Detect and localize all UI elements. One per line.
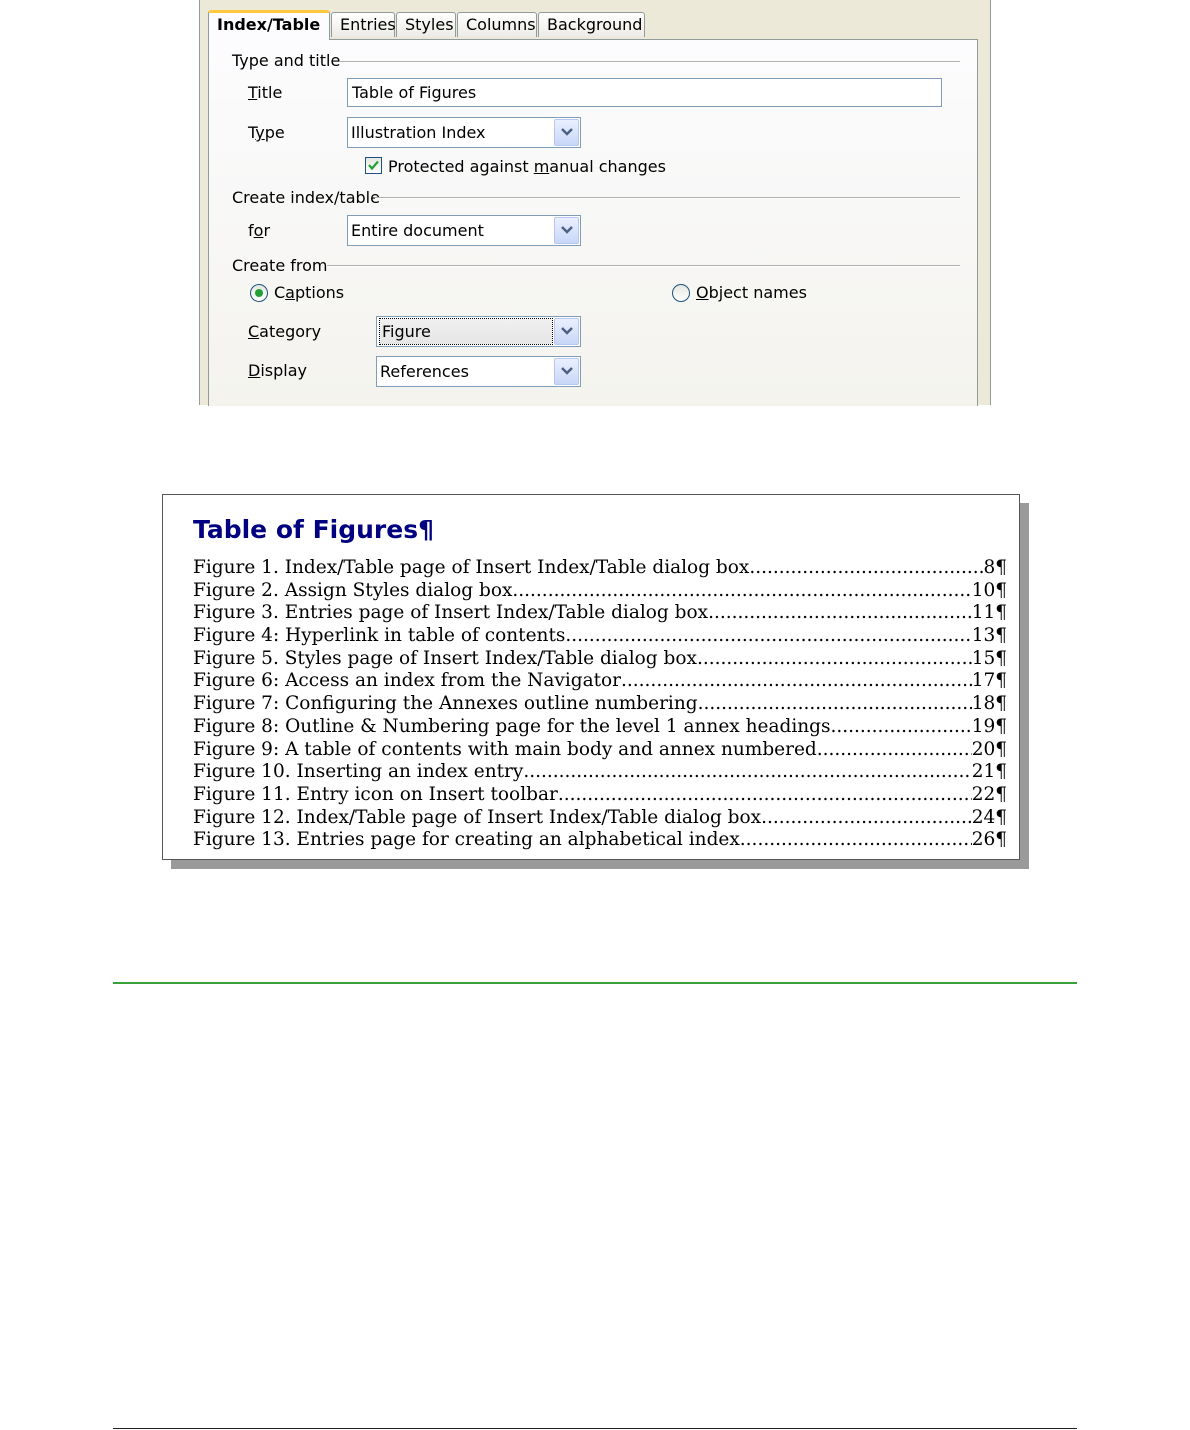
section-create-from: Create from [232,256,328,275]
object-names-radio[interactable] [672,284,690,302]
type-label: Type [248,123,285,142]
list-item: Figure 1. Index/Table page of Insert Index/Table dialog box ..... 8¶ [193,557,1007,580]
section-divider [327,265,960,267]
list-item: Figure 6: Access an index from the Navigator ..... 17¶ [193,670,1007,693]
category-value: Figure [380,319,552,344]
display-label: Display [248,361,307,380]
chevron-down-icon [561,367,573,376]
title-input[interactable]: Table of Figures [347,78,942,107]
display-value: References [380,362,469,381]
protected-checkbox[interactable] [365,157,382,174]
tof-title: Table of Figures¶ [193,515,434,544]
chevron-down-icon [561,128,573,137]
dropdown-button[interactable] [554,217,579,244]
captions-label: Captions [274,283,345,302]
section-divider [340,61,960,63]
tab-columns[interactable]: Columns [457,12,537,37]
chevron-down-icon [561,226,573,235]
section-type-and-title: Type and title [232,51,341,70]
tof-list [193,557,1007,852]
list-item: Figure 13. Entries page for creating an alphabetical index ..... 26¶ [193,829,1007,852]
tab-entries[interactable]: Entries [331,12,395,37]
tab-styles[interactable]: Styles [396,12,456,37]
section-divider [375,197,960,199]
category-dropdown[interactable] [376,316,581,347]
type-dropdown[interactable] [347,117,581,148]
tab-index-table[interactable]: Index/Table [208,10,330,40]
list-item: Figure 9: A table of contents with main body and annex numbered ..... 20¶ [193,739,1007,762]
footer-rule [113,1428,1077,1429]
table-of-figures-sample [162,494,1020,860]
list-item: Figure 8: Outline & Numbering page for the level 1 annex headings ..... 19¶ [193,716,1007,739]
chevron-down-icon [561,327,573,336]
list-item: Figure 7: Configuring the Annexes outline numbering ..... 18¶ [193,693,1007,716]
display-dropdown[interactable] [376,356,581,387]
tab-panel [208,39,978,406]
section-rule [113,982,1077,984]
list-item: Figure 10. Inserting an index entry ..... 21¶ [193,761,1007,784]
list-item: Figure 11. Entry icon on Insert toolbar ..... 22¶ [193,784,1007,807]
object-names-label: Object names [696,283,807,302]
insert-index-dialog [199,0,991,405]
radio-selected-dot [255,289,263,297]
tab-background[interactable]: Background [538,12,645,37]
type-value: Illustration Index [351,123,486,142]
dropdown-button[interactable] [554,318,579,345]
list-item: Figure 5. Styles page of Insert Index/Table dialog box ..... 15¶ [193,648,1007,671]
dropdown-button[interactable] [554,358,579,385]
list-item: Figure 3. Entries page of Insert Index/Table dialog box ..... 11¶ [193,602,1007,625]
list-item: Figure 4: Hyperlink in table of contents ..... 13¶ [193,625,1007,648]
protected-label: Protected against manual changes [388,157,666,176]
captions-radio[interactable] [250,284,268,302]
for-dropdown[interactable] [347,215,581,246]
list-item: Figure 12. Index/Table page of Insert Index/Table dialog box ..... 24¶ [193,807,1007,830]
category-label: Category [248,322,322,341]
for-value: Entire document [351,221,484,240]
list-item: Figure 2. Assign Styles dialog box ..... 10¶ [193,580,1007,603]
dropdown-button[interactable] [554,119,579,146]
check-icon [368,160,379,171]
for-label: for [248,221,271,240]
title-label: Title [248,83,283,102]
section-create-index: Create index/table [232,188,380,207]
